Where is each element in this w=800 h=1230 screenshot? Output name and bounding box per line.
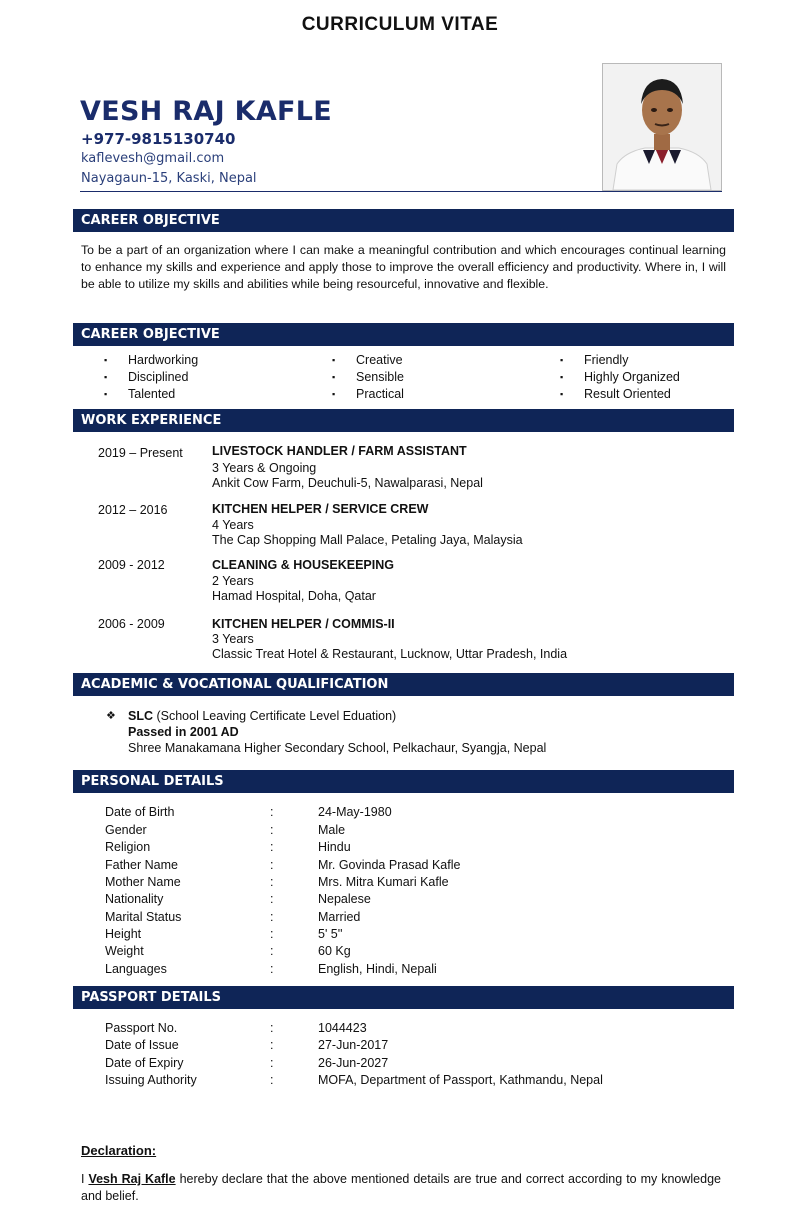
- detail-label: Height: [105, 927, 142, 941]
- bullet-icon: ▪: [104, 372, 108, 382]
- detail-value: 1044423: [318, 1021, 367, 1035]
- home-address: Nayagaun-15, Kaski, Nepal: [81, 171, 257, 186]
- detail-value: Mrs. Mitra Kumari Kafle: [318, 875, 449, 889]
- detail-separator: :: [270, 875, 274, 889]
- detail-separator: :: [270, 840, 274, 854]
- section-header-career-objective: CAREER OBJECTIVE: [73, 209, 734, 232]
- detail-label: Marital Status: [105, 910, 182, 924]
- work-period: 2019 – Present: [98, 446, 183, 460]
- bullet-icon: ▪: [560, 355, 564, 365]
- detail-label: Languages: [105, 962, 167, 976]
- academic-school: Shree Manakamana Higher Secondary School, Pelkachaur, Syangja, Nepal: [128, 741, 547, 755]
- diamond-bullet-icon: ❖: [106, 710, 116, 722]
- detail-label: Father Name: [105, 858, 178, 872]
- detail-separator: :: [270, 1038, 274, 1052]
- work-role: LIVESTOCK HANDLER / FARM ASSISTANT: [212, 444, 467, 458]
- academic-passed-year: Passed in 2001 AD: [128, 725, 239, 739]
- work-period: 2006 - 2009: [98, 617, 165, 631]
- section-header-work-experience: WORK EXPERIENCE: [73, 409, 734, 432]
- detail-value: Married: [318, 910, 361, 924]
- detail-separator: :: [270, 892, 274, 906]
- work-place: The Cap Shopping Mall Palace, Petaling Jaya, Malaysia: [212, 533, 523, 547]
- declaration-name: Vesh Raj Kafle: [88, 1172, 176, 1186]
- bullet-icon: ▪: [332, 355, 336, 365]
- detail-label: Date of Birth: [105, 805, 175, 819]
- bullet-icon: ▪: [332, 389, 336, 399]
- work-duration: 3 Years: [212, 632, 254, 646]
- work-duration: 3 Years & Ongoing: [212, 461, 317, 475]
- bullet-icon: ▪: [332, 372, 336, 382]
- section-header-personal-details: PERSONAL DETAILS: [73, 770, 734, 793]
- work-place: Classic Treat Hotel & Restaurant, Lucknow, Uttar Pradesh, India: [212, 647, 568, 661]
- detail-label: Weight: [105, 944, 144, 958]
- detail-separator: :: [270, 1056, 274, 1070]
- work-duration: 4 Years: [212, 518, 254, 532]
- detail-label: Mother Name: [105, 875, 181, 889]
- detail-value: 27-Jun-2017: [318, 1038, 389, 1052]
- detail-label: Date of Issue: [105, 1038, 179, 1052]
- declaration-title: Declaration:: [81, 1143, 157, 1158]
- section-header-qualities: CAREER OBJECTIVE: [73, 323, 734, 346]
- detail-label: Issuing Authority: [105, 1073, 197, 1087]
- email-address: kaflevesh@gmail.com: [81, 151, 225, 166]
- detail-label: Date of Expiry: [105, 1056, 184, 1070]
- work-period: 2009 - 2012: [98, 558, 165, 572]
- detail-value: Nepalese: [318, 892, 371, 906]
- detail-label: Passport No.: [105, 1021, 178, 1035]
- work-role: CLEANING & HOUSEKEEPING: [212, 558, 394, 572]
- candidate-name: VESH RAJ KAFLE: [80, 96, 333, 127]
- academic-degree-line: [128, 709, 396, 723]
- bullet-icon: ▪: [560, 389, 564, 399]
- detail-separator: :: [270, 910, 274, 924]
- header-divider: [80, 191, 722, 192]
- detail-separator: :: [270, 1021, 274, 1035]
- section-header-academic: ACADEMIC & VOCATIONAL QUALIFICATION: [73, 673, 734, 696]
- detail-value: Hindu: [318, 840, 351, 854]
- career-objective-text: To be a part of an organization where I can make a meaningful contribution and which encourages continual learning to enhance my skills and experience and apply those to improve the overall efficiency and productivity. Where in, I will be able to utilize my skills and abilities while being resourceful, innovative and flexible.: [81, 243, 726, 291]
- work-role: KITCHEN HELPER / COMMIS-II: [212, 617, 395, 631]
- section-header-passport-details: PASSPORT DETAILS: [73, 986, 734, 1009]
- detail-value: 5' 5'': [318, 927, 343, 941]
- phone-number: +977-9815130740: [81, 130, 236, 148]
- detail-separator: :: [270, 962, 274, 976]
- person-portrait-icon: [603, 64, 721, 190]
- profile-photo: [602, 63, 722, 191]
- detail-separator: :: [270, 944, 274, 958]
- detail-separator: :: [270, 1073, 274, 1087]
- detail-value: 24-May-1980: [318, 805, 392, 819]
- academic-degree: SLC: [128, 709, 153, 723]
- detail-separator: :: [270, 823, 274, 837]
- work-period: 2012 – 2016: [98, 503, 168, 517]
- bullet-icon: ▪: [104, 389, 108, 399]
- bullet-icon: ▪: [104, 355, 108, 365]
- work-duration: 2 Years: [212, 574, 254, 588]
- detail-value: MOFA, Department of Passport, Kathmandu, Nepal: [318, 1073, 603, 1087]
- detail-value: Mr. Govinda Prasad Kafle: [318, 858, 461, 872]
- work-place: Hamad Hospital, Doha, Qatar: [212, 589, 376, 603]
- detail-value: 26-Jun-2027: [318, 1056, 389, 1070]
- detail-separator: :: [270, 927, 274, 941]
- detail-value: 60 Kg: [318, 944, 351, 958]
- detail-value: English, Hindi, Nepali: [318, 962, 437, 976]
- declaration-text: I Vesh Raj Kafle hereby declare that the above mentioned details are true and correct according to my knowledge and belief.: [81, 1172, 721, 1203]
- document-title: CURRICULUM VITAE: [301, 14, 499, 35]
- bullet-icon: ▪: [560, 372, 564, 382]
- work-place: Ankit Cow Farm, Deuchuli-5, Nawalparasi, Nepal: [212, 476, 483, 490]
- academic-degree-full: (School Leaving Certificate Level Eduation): [156, 709, 397, 723]
- detail-value: Male: [318, 823, 346, 837]
- detail-label: Nationality: [105, 892, 164, 906]
- detail-separator: :: [270, 858, 274, 872]
- detail-separator: :: [270, 805, 274, 819]
- work-role: KITCHEN HELPER / SERVICE CREW: [212, 502, 429, 516]
- detail-label: Religion: [105, 840, 151, 854]
- detail-label: Gender: [105, 823, 147, 837]
